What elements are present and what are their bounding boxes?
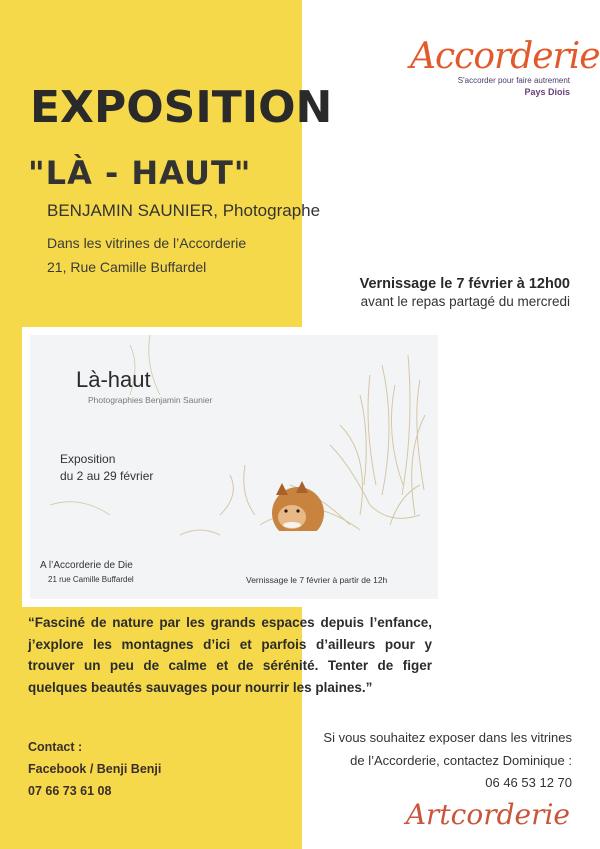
poster-where-line-1: A l’Accorderie de Die [40,560,133,571]
artcorderie-signature: Artcorderie [405,798,570,831]
location-line-2: 21, Rue Camille Buffardel [47,259,207,275]
expose-info-block [272,727,572,795]
author-line: BENJAMIN SAUNIER, Photographe [47,201,321,220]
expose-line-2: de l’Accorderie, contactez Dominique : [350,752,572,768]
poster-subtitle: Photographies Benjamin Saunier [88,395,213,405]
contact-phone: 07 66 73 61 08 [28,784,112,798]
logo-region: Pays Diois [524,87,570,97]
poster-expo-line-2: du 2 au 29 février [60,469,154,483]
poster-photo [30,335,438,599]
poster-frame [22,327,446,607]
contact-label: Contact : [28,740,83,754]
poster-title: Là-haut [76,367,151,392]
vernissage-main: Vernissage le 7 février à 12h00 [359,276,570,292]
contact-facebook: Facebook / Benji Benji [28,762,162,776]
logo-wordmark: Accorderie [410,36,600,77]
expose-line-1: Si vous souhaitez exposer dans les vitrines [323,730,572,745]
logo-tagline: S'accorder pour faire autrement [457,76,570,85]
expose-phone: 06 46 53 12 70 [485,775,572,790]
vernissage-sub: avant le repas partagé du mercredi [360,294,570,309]
poster-expo-line-1: Exposition [60,452,116,466]
artist-quote: “Fasciné de nature par les grands espaces depuis l’enfance, j’explore les montagnes d’ici et parfois d’ailleurs pour y trouver un peu de calme et de sérénité. Tenter de figer quelques beautés sauvages pour nourrir les plaines.” [28,615,432,695]
poster-vernissage: Vernissage le 7 février à partir de 12h [246,575,388,585]
accorderie-logo [410,36,600,97]
page-title: EXPOSITION [30,82,333,133]
poster-where-line-2: 21 rue Camille Buffardel [48,575,134,584]
exhibition-name: "LÀ - HAUT" [28,154,252,192]
vernissage-block [360,276,570,309]
contact-block [28,736,161,802]
location-line-1: Dans les vitrines de l’Accorderie [47,235,247,251]
